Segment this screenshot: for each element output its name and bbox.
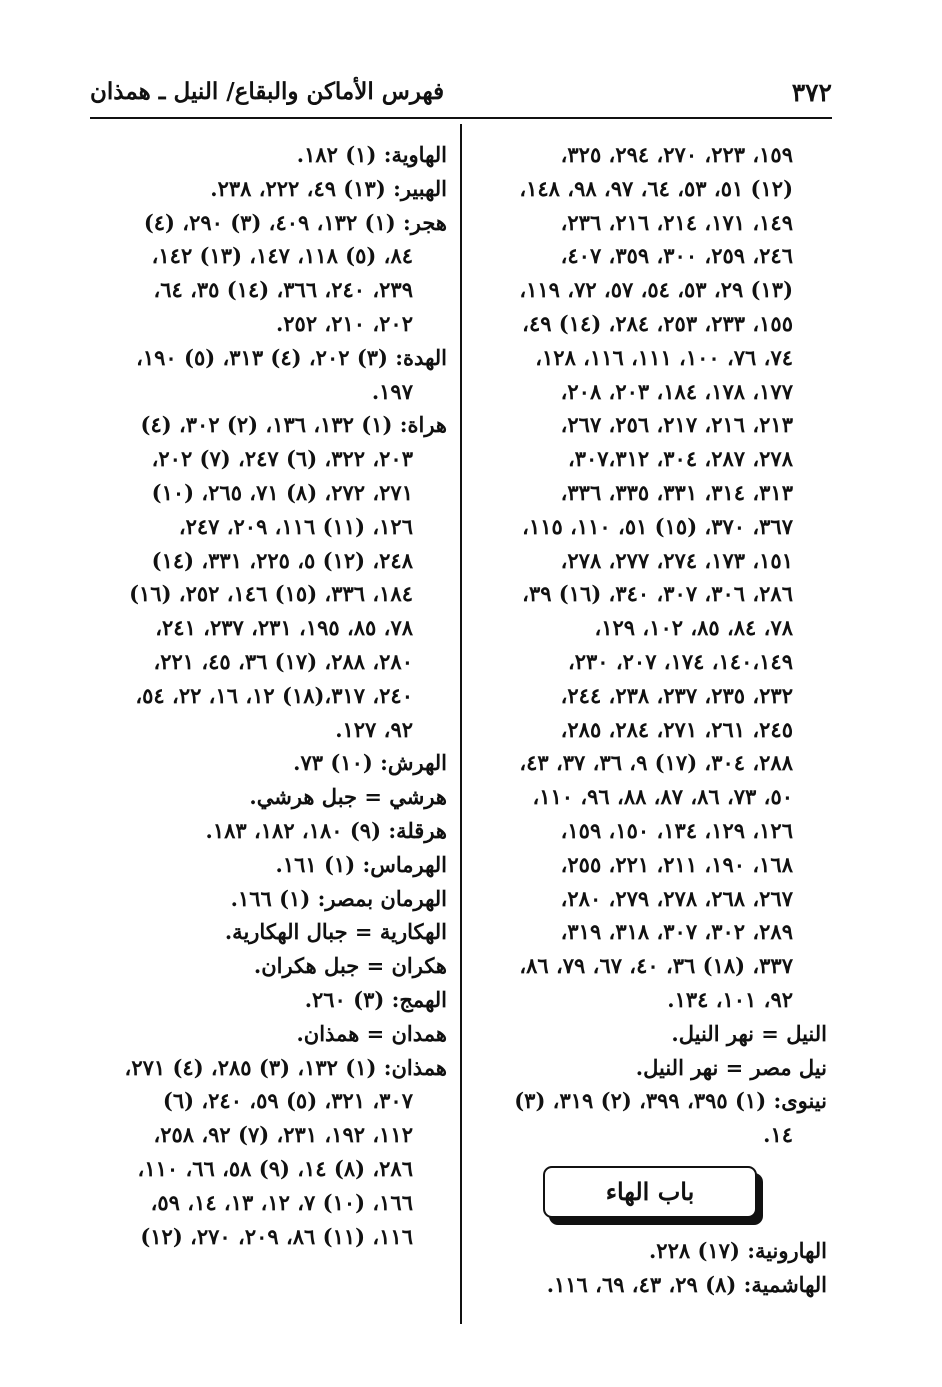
reference-line: ٧٨، ٨٤، ٨٥، ١٠٢، ١٢٩، — [594, 615, 793, 641]
entry-heading: النيل — [786, 1020, 827, 1046]
entry-continuation-line: ٣٠٧، ٣٢١، (٥) ٥٩، ٢٤٠، (٦) — [162, 1088, 413, 1114]
entry-heading: الهارونية: — [747, 1237, 827, 1263]
entry-references: = جبال الهكارية. — [224, 919, 380, 945]
page-header — [90, 74, 832, 114]
section-heading-box — [543, 1166, 757, 1218]
index-entry — [475, 1084, 827, 1118]
entry-heading: الهمج: — [391, 986, 447, 1012]
index-entry — [92, 1051, 447, 1085]
reference-line: ٢١٣، ٢١٦، ٢١٧، ٢٥٦، ٢٦٧، — [560, 412, 793, 438]
entry-heading: همذان: — [383, 1054, 447, 1080]
entry-references: (١) ١٣٢، ٤٠٩، (٣) ٢٩٠، (٤) — [143, 209, 404, 235]
entry-heading: الهرمان بمصر: — [317, 885, 447, 911]
entry-heading: الهرماس: — [362, 851, 447, 877]
entry-heading: الهاشمية: — [743, 1271, 827, 1297]
index-entry — [92, 814, 447, 848]
entry-references: = نهر النيل. — [671, 1020, 787, 1046]
entry-continuation-line: ١٢٦، (١١) ١١٦، ٢٠٩، ٢٤٧، — [178, 513, 413, 539]
entry-heading: نينوى: — [773, 1088, 827, 1114]
entry-heading: هكران — [391, 953, 447, 979]
section-heading: باب الهاء — [605, 1177, 695, 1206]
index-entry — [92, 138, 447, 172]
entry-references: (١) ١٣٢، (٣) ٢٨٥، (٤) ٢٧١، — [124, 1054, 384, 1080]
reference-line: ١٦٨، ١٩٠، ٢١١، ٢٢١، ٢٥٥، — [560, 851, 793, 877]
entry-references: = جبل هرشي. — [249, 784, 390, 810]
entry-references: (١٠) ٧٣. — [293, 750, 381, 776]
reference-line: ٣٣٧، (١٨) ٣٦، ٤٠، ٦٧، ٧٩، ٨٦، — [519, 953, 793, 979]
reference-line: ٥٠، ٧٣، ٨٦، ٨٧، ٨٨، ٩٦، ١١٠، — [532, 784, 793, 810]
right-entries — [475, 1017, 827, 1152]
reference-line: ٢٧٨، ٢٨٧، ٣٠٤، ٣٠٧،٣١٢، — [567, 446, 793, 472]
entry-continuation-line: ٢٠٣، ٣٢٢، (٦) ٢٤٧، (٧) ٢٠٢، — [151, 446, 413, 472]
entry-heading: الهبير: — [393, 175, 447, 201]
reference-line: ٢٤٥، ٢٦١، ٢٧١، ٢٨٤، ٢٨٥، — [560, 716, 793, 742]
entry-continuation-line: ٨٤، (٥) ١١٨، ١٤٧، (١٣) ١٤٢، — [151, 243, 413, 269]
entry-references: (١) ١٦٦. — [230, 885, 318, 911]
index-entry — [92, 746, 447, 780]
index-entry — [475, 1017, 827, 1051]
entry-continuation-line: ٢٨٠، ٢٨٨، (١٧) ٣٦، ٤٥، ٢٢١، — [153, 648, 413, 674]
entry-references: (٩) ١٨٠، ١٨٢، ١٨٣. — [205, 817, 389, 843]
continued-entry-nil — [475, 138, 827, 1017]
reference-line: ١٤٩، ١٧١، ٢١٤، ٢١٦، ٢٣٦، — [560, 209, 793, 235]
entry-continuation-line: ٢٧١، ٢٧٢، (٨) ٧١، ٢٦٥، (١٠) — [151, 479, 413, 505]
reference-line: ٢٨٨، ٣٠٤، (١٧) ٩، ٣٦، ٣٧، ٤٣، — [519, 750, 793, 776]
left-column — [92, 138, 447, 1253]
entry-heading: الهاوية: — [383, 142, 447, 167]
reference-line: ٢٣٢، ٢٣٥، ٢٣٧، ٢٣٨، ٢٤٤، — [560, 682, 793, 708]
index-entry — [92, 983, 447, 1017]
reference-line: ١٥٥، ٢٣٣، ٢٥٣، ٢٨٤، (١٤) ٤٩، — [522, 310, 793, 336]
entry-references: = جبل هكران. — [253, 953, 392, 979]
entry-references: = نهر النيل. — [635, 1054, 751, 1080]
entry-heading: هرشي — [389, 784, 447, 810]
section-entries — [475, 1234, 827, 1302]
reference-line: (١٢) ٥١، ٥٣، ٦٤، ٩٧، ٩٨، ١٤٨، — [519, 175, 793, 201]
right-column — [475, 138, 827, 1302]
index-entry — [92, 848, 447, 882]
reference-line: ١٥١، ١٧٣، ٢٧٤، ٢٧٧، ٢٧٨، — [560, 547, 793, 573]
entry-heading: همدان — [391, 1020, 447, 1046]
reference-line: ٧٤، ٧٦، ١٠٠، ١١١، ١١٦، ١٢٨، — [535, 344, 793, 370]
index-entry — [92, 206, 447, 240]
entry-continuation-line: ٧٨، ٨٥، ١٩٥، ٢٣١، ٢٣٧، ٢٤١، — [155, 615, 413, 641]
entry-continuation-line: ٢٣٩، ٢٤٠، ٣٦٦، (١٤) ٣٥، ٦٤، — [153, 277, 413, 303]
entry-references: = همذان. — [296, 1020, 392, 1046]
running-title: فهرس الأماكن والبقاع/ النيل ـ همذان — [90, 78, 445, 105]
index-entry — [475, 1268, 827, 1302]
index-entry — [475, 1051, 827, 1085]
entry-references: (٣) ٢٦٠. — [304, 986, 392, 1012]
header-rule — [90, 117, 832, 119]
index-entry — [92, 1017, 447, 1051]
reference-line: ١٢٦، ١٢٩، ١٣٤، ١٥٠، ١٥٩، — [560, 817, 793, 843]
entry-heading: الهدة: — [395, 344, 447, 370]
reference-line: ٣١٣، ٣١٤، ٣٣١، ٣٣٥، ٣٣٦، — [560, 479, 793, 505]
reference-line: ٢٨٩، ٣٠٢، ٣٠٧، ٣١٨، ٣١٩، — [560, 919, 793, 945]
index-entry — [92, 882, 447, 916]
entry-continuation-line: ١١٦، (١١) ٨٦، ٢٠٩، ٢٧٠، (١٢) — [140, 1223, 413, 1249]
entry-references: (٣) ٢٠٢، (٤) ٣١٣، (٥) ١٩٠، — [136, 344, 396, 370]
left-entries — [92, 138, 447, 1253]
entry-heading: هجر: — [403, 209, 447, 235]
reference-line: ٣٦٧، ٣٧٠، (١٥) ٥١، ١١٠، ١١٥، — [522, 513, 793, 539]
reference-line: ٩٢، ١٠١، ١٣٤. — [667, 986, 793, 1012]
entry-continuation-line: ٢٤٠، ٣١٧،(١٨) ١٢، ١٦، ٢٢، ٥٤، — [135, 682, 413, 708]
entry-references: (٨) ٢٩، ٤٣، ٦٩، ١١٦. — [546, 1271, 744, 1297]
entry-continuation-line: ١٨٤، ٣٣٦، (١٥) ١٤٦، ٢٥٢، (١٦) — [129, 581, 413, 607]
entry-references: (١) ٣٩٥، ٣٩٩، (٢) ٣١٩، (٣) — [514, 1088, 774, 1114]
entry-references: (١) ١٨٢. — [296, 142, 384, 167]
entry-heading: الهكارية — [379, 919, 447, 945]
reference-line: ٢٦٧، ٢٦٨، ٢٧٨، ٢٧٩، ٢٨٠، — [560, 885, 793, 911]
reference-line: ١٥٩، ٢٢٣، ٢٧٠، ٢٩٤، ٣٢٥، — [560, 142, 793, 167]
index-entry — [92, 172, 447, 206]
index-entry — [92, 341, 447, 375]
entry-heading: هراة: — [399, 412, 447, 438]
entry-continuation-line: ٢٠٢، ٢١٠، ٢٥٢. — [275, 310, 413, 336]
entry-heading: الهرش: — [380, 750, 447, 776]
entry-continuation-line: ١٤. — [763, 1122, 793, 1148]
entry-continuation-line: ١٦٦، (١٠) ٧، ١٢، ١٣، ١٤، ٥٩، — [150, 1189, 413, 1215]
entry-references: (١٧) ٢٢٨. — [648, 1237, 748, 1263]
index-entry — [92, 780, 447, 814]
entry-continuation-line: ١١٢، ١٩٢، ٢٣١، (٧) ٩٢، ٢٥٨، — [153, 1122, 413, 1148]
index-entry — [92, 949, 447, 983]
entry-continuation-line: ٢٨٦، (٨) ١٤، (٩) ٥٨، ٦٦، ١١٠، — [137, 1155, 413, 1181]
reference-line: ٢٤٦، ٢٥٩، ٣٠٠، ٣٥٩، ٤٠٧، — [560, 243, 793, 269]
column-divider — [460, 124, 462, 1324]
entry-references: (١) ١٣٢، ١٣٦، (٢) ٣٠٢، (٤) — [140, 412, 400, 438]
page-number: ٣٧٢ — [791, 78, 832, 107]
reference-line: ١٤٠،١٤٩، ١٧٤، ٢٠٧، ٢٣٠، — [567, 648, 793, 674]
index-entry — [92, 408, 447, 442]
reference-line: ٢٨٦، ٣٠٦، ٣٠٧، ٣٤٠، (١٦) ٣٩، — [522, 581, 793, 607]
entry-references: (١) ١٦١. — [275, 851, 363, 877]
entry-continuation-line: ١٩٧. — [371, 378, 413, 404]
reference-line: ١٧٧، ١٧٨، ١٨٤، ٢٠٣، ٢٠٨، — [560, 378, 793, 404]
entry-references: (١٣) ٤٩، ٢٢٢، ٢٣٨. — [210, 175, 394, 201]
entry-continuation-line: ٩٢، ١٢٧. — [335, 716, 413, 742]
reference-line: (١٣) ٢٩، ٥٣، ٥٤، ٥٧، ٧٢، ١١٩، — [519, 277, 793, 303]
entry-heading: هرقلة: — [388, 817, 447, 843]
entry-continuation-line: ٢٤٨، (١٢) ٥، ٢٢٥، ٣٣١، (١٤) — [151, 547, 413, 573]
entry-heading: نيل مصر — [750, 1054, 827, 1080]
index-entry — [475, 1234, 827, 1268]
index-entry — [92, 915, 447, 949]
